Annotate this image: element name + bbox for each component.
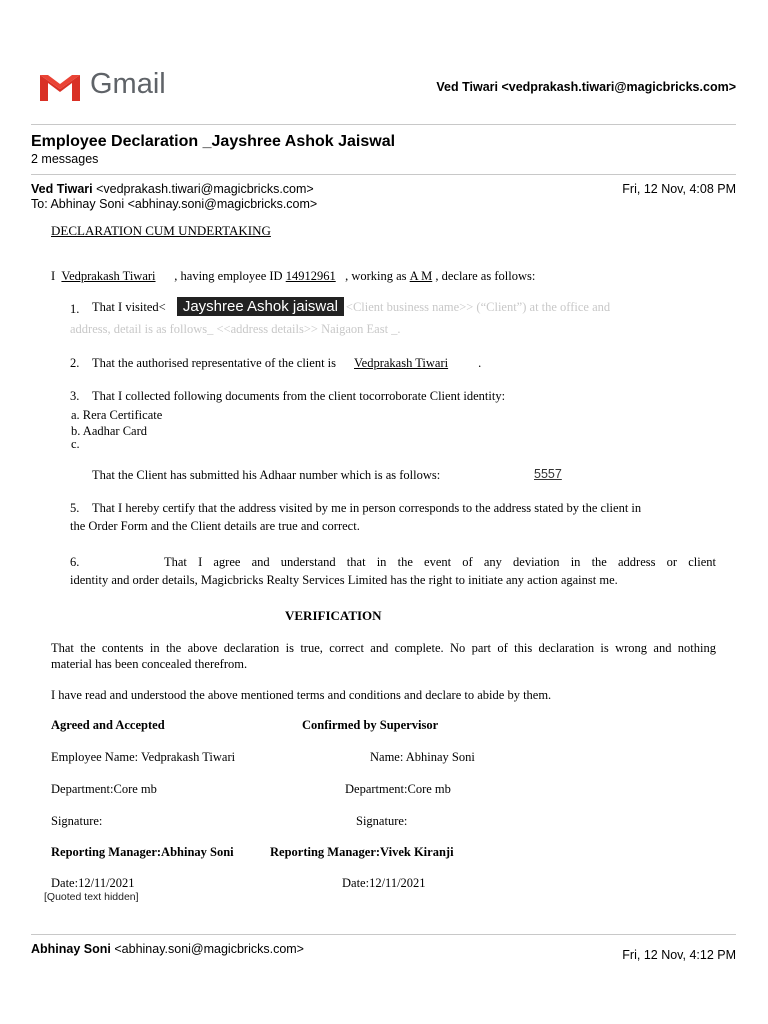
employee-name: Vedprakash Tiwari [61,269,156,283]
sender-name: Ved Tiwari [31,182,93,196]
reporting-manager-right: Reporting Manager:Vivek Kiranji [270,845,454,859]
point-5-num: 5. [70,501,80,515]
intro-line: I Vedprakash Tiwari , having employee ID 14912961 , working as A M , declare as follows: [51,269,536,283]
date-right: Date:12/11/2021 [342,876,426,890]
point-5-line: That I hereby certify that the address visited by me in person corresponds to the address stated by the client in [92,501,642,515]
document-item: a. Rera Certificate [71,408,163,422]
sender-email: <abhinay.soni@magicbricks.com> [114,942,304,956]
department-left: Department:Core mb [51,782,157,796]
point-6-num: 6. [70,555,80,569]
signature-left: Signature: [51,814,103,828]
point-1-num: 1. [70,302,80,316]
recipient: To: Abhinay Soni <abhinay.soni@magicbricks.com> [31,197,318,211]
sender-name: Abhinay Soni [31,942,111,956]
message-sender[interactable] [31,942,304,956]
message-date: Fri, 12 Nov, 4:12 PM [622,948,736,962]
divider [31,124,736,125]
divider [31,934,736,935]
point-3-line: That I collected following documents from the client tocorroborate Client identity: [92,389,506,403]
employee-id: 14912961 [285,269,336,283]
gmail-wordmark: Gmail [90,68,166,100]
signature-right: Signature: [356,814,408,828]
point-2-num: 2. [70,356,80,370]
verification-text: material has been concealed therefrom. [51,657,248,671]
verification-heading: VERIFICATION [285,608,382,623]
point-1-address: address, detail is as follows_ <<address details>> Naigaon East _. [70,322,401,336]
point-6-line: identity and order details, Magicbricks Realty Services Limited has the right to initiate any action against me. [70,573,618,587]
sender-email: <vedprakash.tiwari@magicbricks.com> [96,182,314,196]
message-count: 2 messages [31,152,99,166]
quoted-text-toggle[interactable]: [Quoted text hidden] [44,891,139,903]
supervisor-name-field: Name: Abhinay Soni [370,750,475,764]
point-5-line: the Order Form and the Client details are true and correct. [70,519,360,533]
point-1-line: That I visited< Jayshree Ashok jaiswal <Client business name>> (“Client”) at the office and [92,298,611,315]
verification-text: That the contents in the above declaration is true, correct and complete. No part of this declaration is wrong and nothing [51,641,716,655]
reporting-manager-left: Reporting Manager:Abhinay Soni [51,845,234,859]
thread-subject: Employee Declaration _Jayshree Ashok Jaiswal [31,133,396,150]
adhaar-line: That the Client has submitted his Adhaar number which is as follows: [92,468,441,482]
divider [31,174,736,175]
declaration-heading: DECLARATION CUM UNDERTAKING [51,223,271,238]
point-3-num: 3. [70,389,80,403]
client-name-highlight: Jayshree Ashok jaiswal [177,297,344,316]
document-item: c. [71,437,80,451]
document-item: b. Aadhar Card [71,424,148,438]
employee-role: A M [409,269,433,283]
department-right: Department:Core mb [345,782,451,796]
account-label: Ved Tiwari <vedprakash.tiwari@magicbricks.com> [436,80,736,94]
date-left: Date:12/11/2021 [51,876,135,890]
terms-text: I have read and understood the above mentioned terms and conditions and declare to abide by them. [51,688,552,702]
confirmed-heading: Confirmed by Supervisor [302,718,439,732]
message-sender[interactable] [31,182,314,196]
message-date: Fri, 12 Nov, 4:08 PM [622,182,736,196]
gmail-logo-icon [38,71,82,103]
agreed-heading: Agreed and Accepted [51,718,165,732]
adhaar-number: 5557 [534,467,562,481]
point-6-line: That I agree and understand that in the event of any deviation in the address or client [164,555,716,569]
representative-name: Vedprakash Tiwari [354,356,449,370]
point-2-line: That the authorised representative of the client is Vedprakash Tiwari . [92,356,482,370]
employee-name-field: Employee Name: Vedprakash Tiwari [51,750,236,764]
